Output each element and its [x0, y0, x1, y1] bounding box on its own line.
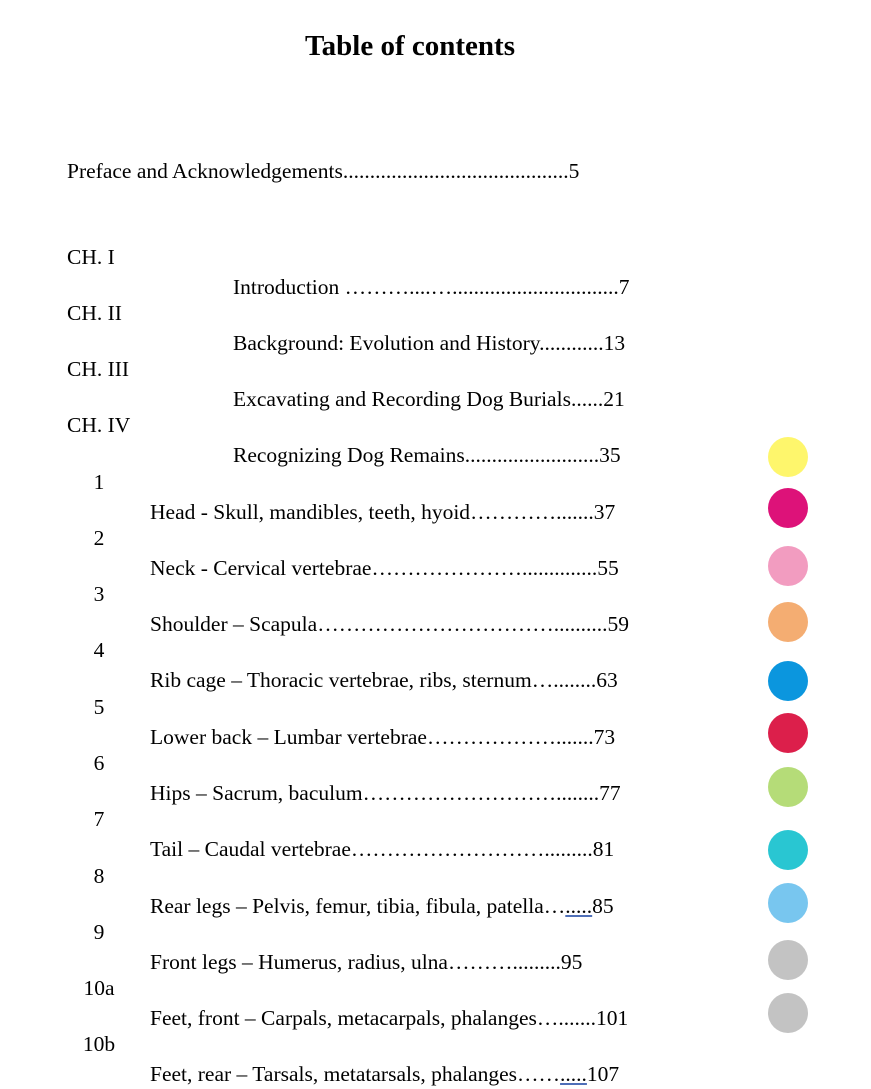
- entry-text: Rear legs – Pelvis, femur, tibia, fibula, patella: [150, 894, 544, 918]
- entry-text: Hips – Sacrum, baculum: [150, 781, 363, 805]
- entry-number: 8: [93, 864, 105, 888]
- toc-chapter-row: [0, 380, 871, 467]
- toc-page-number: 21: [603, 387, 625, 411]
- toc-leader: …........: [531, 668, 597, 692]
- entry-number: 3: [93, 582, 105, 606]
- entry-text: Neck - Cervical vertebrae: [150, 556, 372, 580]
- toc-leader: ……………………….........: [350, 837, 593, 861]
- toc-page-number: 5: [568, 159, 580, 183]
- toc-page-number: 81: [592, 837, 615, 861]
- toc-preface: [67, 156, 579, 186]
- toc-leader: ….......: [536, 1006, 596, 1030]
- toc-entry-row: [0, 493, 871, 580]
- toc-leader-underlined: .....: [565, 894, 593, 918]
- toc-chapter-row: [0, 212, 871, 299]
- toc-page-number: 35: [599, 443, 621, 467]
- entry-line: [150, 1059, 619, 1089]
- entry-number: 6: [93, 751, 105, 775]
- toc-leader: ……: [517, 1062, 561, 1086]
- toc-leader: ......: [570, 387, 604, 411]
- color-dot: [768, 883, 808, 923]
- toc-leader: ..........................................: [342, 159, 569, 183]
- entry-number: 1: [93, 470, 105, 494]
- chapter-title: Excavating and Recording Dog Burials: [233, 387, 571, 411]
- entry-text: Shoulder – Scapula: [150, 612, 318, 636]
- entry-text: Front legs – Humerus, radius, ulna: [150, 950, 448, 974]
- toc-entry-row: [0, 662, 871, 749]
- toc-page-number: 85: [592, 894, 614, 918]
- color-dot: [768, 993, 808, 1033]
- entry-text: Rib cage – Thoracic vertebrae, ribs, sternum: [150, 668, 532, 692]
- toc-page-number: 95: [560, 950, 583, 974]
- entry-number: 2: [93, 526, 105, 550]
- toc-page-number: 63: [596, 668, 618, 692]
- toc-leader: ............: [539, 331, 604, 355]
- entry-number: 10b: [82, 1032, 116, 1056]
- toc-page-number: 7: [618, 275, 630, 299]
- toc-page-number: 73: [593, 725, 616, 749]
- toc-entry-row: [0, 887, 871, 974]
- toc-entry-row: [0, 549, 871, 636]
- entry-text: Feet, rear – Tarsals, metatarsals, phalanges: [150, 1062, 518, 1086]
- entry-number: 7: [93, 807, 105, 831]
- color-dot: [768, 437, 808, 477]
- toc-leader: …………………..............: [371, 556, 598, 580]
- toc-leader: ……………………………..........: [317, 612, 608, 636]
- toc-page-number: 107: [586, 1062, 620, 1086]
- toc-entry-row: [0, 718, 871, 805]
- color-dot: [768, 602, 808, 642]
- toc-entry-row: [0, 831, 871, 918]
- chapter-number: CH. II: [67, 301, 122, 325]
- entry-text: Head - Skull, mandibles, teeth, hyoid: [150, 500, 471, 524]
- toc-page-number: 59: [607, 612, 629, 636]
- entry-number: 4: [93, 638, 105, 662]
- toc-leader: ………….......: [470, 500, 594, 524]
- chapter-title: Introduction: [233, 275, 345, 299]
- toc-leader: ………....…...............................: [344, 275, 619, 299]
- color-dot: [768, 661, 808, 701]
- toc-entry-row: [0, 605, 871, 692]
- color-dot: [768, 546, 808, 586]
- entry-text: Feet, front – Carpals, metacarpals, phalanges: [150, 1006, 537, 1030]
- toc-leader: ………………………........: [362, 781, 600, 805]
- color-dot: [768, 830, 808, 870]
- toc-entry-row: [0, 943, 871, 1030]
- page-title: Table of contents: [305, 30, 515, 62]
- toc-entry-row: [0, 437, 871, 524]
- color-dot: [768, 940, 808, 980]
- toc-page-number: 77: [599, 781, 621, 805]
- toc-page-number: 55: [597, 556, 619, 580]
- chapter-number: CH. I: [67, 245, 115, 269]
- entry-number: 5: [93, 695, 105, 719]
- toc-preface-text: Preface and Acknowledgements: [67, 159, 343, 183]
- toc-entry-row: [0, 999, 871, 1086]
- toc-leader-underlined: .....: [560, 1062, 587, 1086]
- chapter-number: CH. III: [67, 357, 130, 381]
- toc-page-number: 37: [593, 500, 616, 524]
- entry-text: Tail – Caudal vertebrae: [150, 837, 351, 861]
- toc-page-number: 101: [596, 1006, 629, 1030]
- entry-number: 9: [93, 920, 105, 944]
- color-dot: [768, 713, 808, 753]
- toc-leader: .........................: [464, 443, 600, 467]
- toc-chapter-row: [0, 268, 871, 355]
- chapter-title: Recognizing Dog Remains: [233, 443, 465, 467]
- entry-number: 10a: [83, 976, 115, 1000]
- color-dot: [768, 488, 808, 528]
- toc-page-number: 13: [603, 331, 626, 355]
- toc-leader: ……………….......: [426, 725, 594, 749]
- chapter-title: Background: Evolution and History: [233, 331, 540, 355]
- color-dot: [768, 767, 808, 807]
- toc-entry-row: [0, 774, 871, 861]
- chapter-number: CH. IV: [67, 413, 131, 437]
- entry-text: Lower back – Lumbar vertebrae: [150, 725, 427, 749]
- toc-leader: …: [543, 894, 566, 918]
- toc-leader: ……….........: [447, 950, 561, 974]
- toc-chapter-row: [0, 324, 871, 411]
